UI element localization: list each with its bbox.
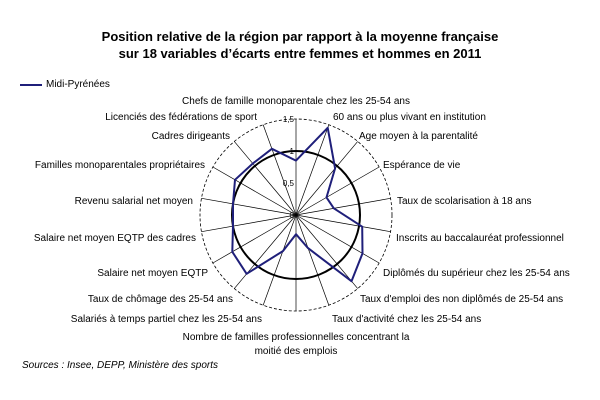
axis-label-6: Inscrits au baccalauréat professionnel: [396, 233, 564, 244]
axis-label-4: Espérance de vie: [383, 160, 461, 171]
radar-tick-labels: [283, 115, 295, 220]
axis-label-5: Taux de scolarisation à 18 ans: [397, 196, 532, 207]
axis-label-3: Age moyen à la parentalité: [359, 131, 478, 142]
axis-label-1: Chefs de famille monoparentale chez les 25-54 ans: [182, 96, 410, 107]
axis-label-16: Familles monoparentales propriétaires: [34, 160, 205, 171]
axis-label-18: Licenciés des fédérations de sport: [105, 112, 257, 123]
spoke-18: [263, 125, 296, 215]
chart-title-line-1: Position relative de la région par rapport à la moyenne française: [101, 29, 499, 44]
axis-label-7: Diplômés du supérieur chez les 25-54 ans: [383, 268, 570, 279]
tick-label-0-5: 0,5: [282, 179, 294, 188]
axis-label-15: Revenu salarial net moyen: [74, 196, 193, 207]
axis-labels: [34, 96, 570, 357]
axis-label-12: Taux de chômage des 25-54 ans: [87, 294, 233, 305]
legend-label-midi-pyrenees: Midi-Pyrénées: [46, 79, 110, 90]
axis-label-2: 60 ans ou plus vivant en institution: [333, 112, 486, 123]
axis-label-10: Nombre de familles professionnelles concentrant la moitié des emplois: [182, 332, 410, 357]
axis-label-9: Taux d'activité chez les 25-54 ans: [332, 314, 482, 325]
source-note: Sources : Insee, DEPP, Ministère des sports: [22, 360, 219, 371]
axis-label-14: Salaire net moyen EQTP des cadres: [33, 233, 196, 244]
tick-label-1-5: 1,5: [282, 115, 294, 124]
tick-label-1: 1: [289, 147, 294, 156]
spoke-2: [296, 125, 329, 215]
tick-label-0: 0: [289, 211, 294, 220]
chart-title-line-2: sur 18 variables d’écarts entre femmes et hommes en 2011: [118, 46, 482, 61]
axis-label-17: Cadres dirigeants: [151, 131, 230, 142]
axis-label-11: Salariés à temps partiel chez les 25-54 ans: [70, 314, 262, 325]
axis-label-13: Salaire net moyen EQTP: [97, 268, 208, 279]
radar-grid: [200, 119, 392, 311]
axis-label-8: Taux d'emploi des non diplômés de 25-54 ans: [360, 294, 564, 305]
